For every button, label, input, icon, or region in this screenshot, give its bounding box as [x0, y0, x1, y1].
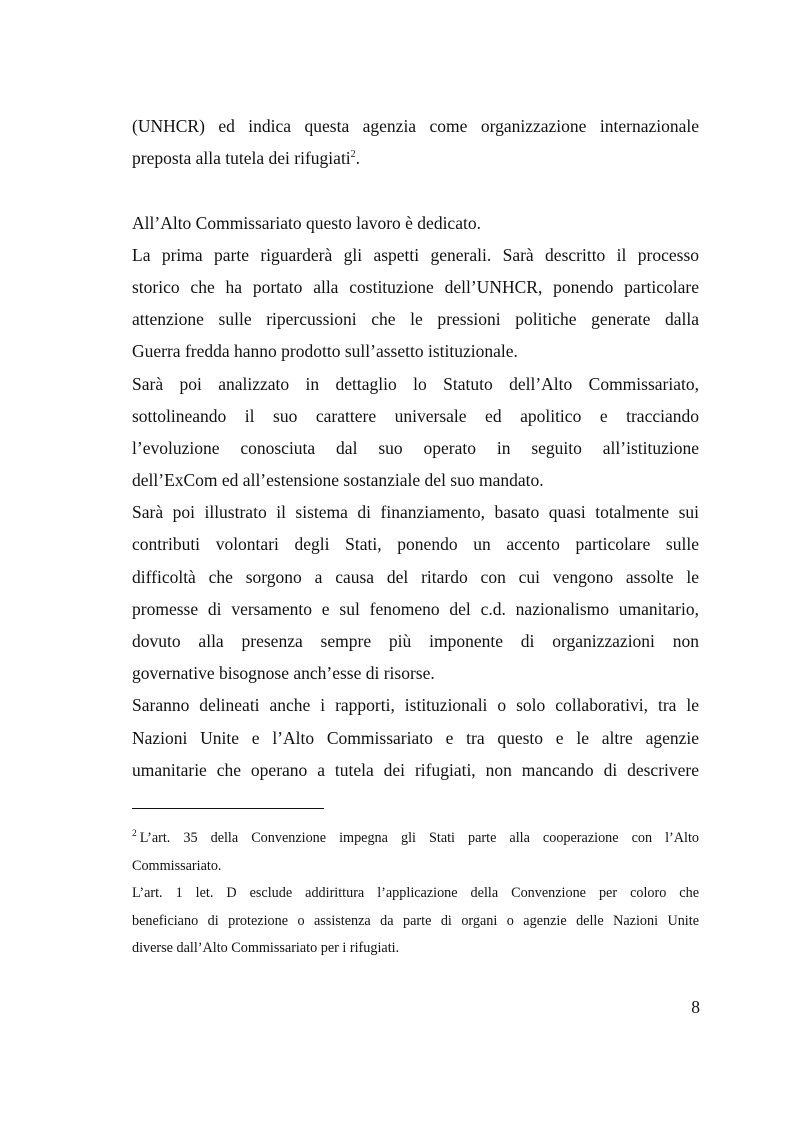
body-line: sottolineando il suo carattere universale ed apolitico e tracciando: [132, 405, 699, 426]
paragraph-gap: [132, 174, 699, 206]
page-number: 8: [691, 997, 700, 1017]
footnotes: [132, 825, 699, 963]
body-line: All’Alto Commissariato questo lavoro è dedicato.: [132, 212, 481, 233]
body-line: Sarà poi analizzato in dettaglio lo Statuto dell’Alto Commissariato,: [132, 373, 699, 394]
footnote-separator: [132, 808, 324, 809]
footnote-line: [132, 825, 699, 853]
footnote-line: diverse dall’Alto Commissariato per i rifugiati.: [132, 940, 400, 956]
body-line: La prima parte riguarderà gli aspetti generali. Sarà descritto il processo: [132, 244, 699, 265]
body-line: dovuto alla presenza sempre più imponente di organizzazioni non: [132, 631, 699, 651]
body-line: promesse di versamento e sul fenomeno del c.d. nazionalismo umanitario,: [132, 598, 699, 619]
body-line: storico che ha portato alla costituzione dell’UNHCR, ponendo particolare: [132, 276, 699, 297]
body-line: Guerra fredda hanno prodotto sull’assetto istituzionale.: [132, 341, 518, 362]
footnote-text: L’art. 35 della Convenzione impegna gli Stati parte alla cooperazione con l’Alto: [139, 830, 699, 846]
footnote-line: beneficiano di protezione o assistenza da parte di organi o agenzie delle Nazioni Unite: [132, 912, 699, 929]
body-line: dell’ExCom ed all’estensione sostanziale del suo mandato.: [132, 470, 544, 491]
body-line: Nazioni Unite e l’Alto Commissariato e tra questo e le altre agenzie: [132, 727, 699, 748]
body-line-text: preposta alla tutela dei rifugiati: [132, 148, 351, 169]
body-line: [132, 142, 699, 174]
body-line: contributi volontari degli Stati, ponendo un accento particolare sulle: [132, 534, 699, 555]
body-line: Saranno delineati anche i rapporti, istituzionali o solo collaborativi, tra le: [132, 695, 699, 716]
footnote-reference: 2: [350, 149, 356, 161]
body-line: Sarà poi illustrato il sistema di finanziamento, basato quasi totalmente sui: [132, 502, 699, 523]
body-line: governative bisognose anch’esse di risorse.: [132, 663, 435, 684]
footnote-marker: 2: [132, 829, 137, 839]
sentence-period: .: [355, 148, 361, 169]
body-line: (UNHCR) ed indica questa agenzia come organizzazione internazionale: [132, 116, 699, 136]
body-line: l’evoluzione conosciuta dal suo operato in seguito all’istituzione: [132, 437, 699, 458]
body-line: attenzione sulle ripercussioni che le pressioni politiche generate dalla: [132, 309, 699, 330]
body-line: umanitarie che operano a tutela dei rifugiati, non mancando di descrivere: [132, 759, 699, 780]
body-line: difficoltà che sorgono a causa del ritardo con cui vengono assolte le: [132, 566, 699, 587]
body-text: [132, 110, 699, 786]
footnote-line: L’art. 1 let. D esclude addirittura l’applicazione della Convenzione per coloro che: [132, 885, 699, 901]
footnote-line: Commissariato.: [132, 857, 222, 874]
